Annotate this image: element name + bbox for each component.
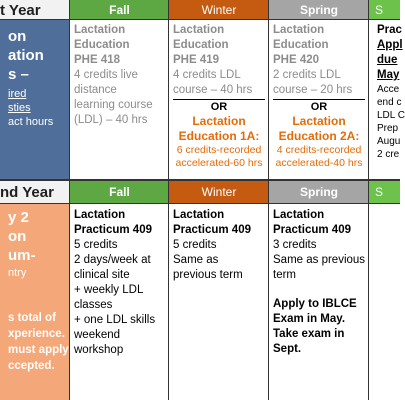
course-name-line: Lactation: [173, 209, 225, 221]
alt-course-detail: accelerated-60 hrs: [175, 157, 263, 169]
term-winter-label: Winter: [201, 185, 237, 199]
course-detail: 2 credits LDL: [273, 69, 341, 81]
course-name-line: Lactation: [273, 209, 325, 221]
year1-sub-line: act hours: [8, 116, 54, 128]
course-name-line: Lactation: [173, 24, 225, 36]
year1-sub-line: ired: [8, 88, 27, 100]
divider: [173, 99, 265, 100]
summer-line: Prac: [377, 24, 402, 36]
term-summer-label: S: [375, 3, 384, 17]
year2-term-winter: [169, 180, 269, 204]
grid-line: [0, 19, 400, 20]
year2-term-spring: [269, 180, 369, 204]
year2-note-line: must apply: [8, 344, 69, 356]
summer-line: Acce: [377, 84, 400, 95]
course-name-line: Lactation: [273, 24, 325, 36]
course-detail: 2 days/week at: [74, 254, 151, 266]
alt-course-detail: accelerated-40 hrs: [275, 157, 363, 169]
year1-term-winter: [169, 0, 269, 20]
course-detail: + weekly LDL: [74, 284, 144, 296]
course-detail: previous term: [173, 269, 243, 281]
course-detail: learning course: [74, 99, 153, 111]
year2-sub-line: ntry: [8, 267, 27, 279]
year2-spring-course: [269, 204, 369, 400]
course-detail: distance: [74, 84, 117, 96]
course-name-line: Lactation: [74, 209, 126, 221]
course-code: PHE 420: [273, 54, 320, 66]
course-detail: workshop: [74, 344, 124, 356]
course-name-line: Education: [273, 39, 329, 51]
course-code: Practicum 409: [273, 224, 351, 236]
year1-label-line: ation: [8, 47, 44, 64]
course-detail: weekend: [74, 329, 121, 341]
iblce-note: Sept.: [273, 343, 302, 355]
year2-term-fall: [70, 180, 169, 204]
summer-line: Prep: [377, 123, 399, 134]
course-name-line: Education: [173, 39, 229, 51]
year1-summer-course: [369, 20, 405, 180]
year1-sub-line: sties: [8, 102, 31, 114]
summer-line: 2 cre: [377, 149, 400, 160]
year1-label-line: s –: [8, 66, 29, 83]
course-code: Practicum 409: [74, 224, 152, 236]
alt-course-detail: 6 credits-recorded: [176, 144, 262, 156]
summer-line: end c: [377, 97, 402, 108]
course-code: PHE 418: [74, 54, 121, 66]
year1-term-spring: [269, 0, 369, 20]
alt-course-detail: 4 credits-recorded: [276, 144, 362, 156]
term-spring-label: Spring: [300, 185, 338, 199]
grid-line: [368, 0, 369, 400]
summer-line: Appl: [377, 39, 403, 51]
course-detail: term: [273, 269, 296, 281]
course-detail: 5 credits: [74, 239, 118, 251]
year1-fall-course: [70, 20, 169, 180]
grid-line: [0, 203, 400, 204]
course-detail: course – 40 hrs: [173, 84, 253, 96]
course-detail: 5 credits: [173, 239, 217, 251]
summer-line: May: [377, 69, 400, 81]
year2-header: [0, 180, 70, 204]
course-code: Practicum 409: [173, 224, 251, 236]
course-detail: clinical site: [74, 269, 130, 281]
year2-fall-course: [70, 204, 169, 400]
term-spring-label: Spring: [300, 3, 338, 17]
term-summer-label: S: [375, 185, 384, 199]
year2-header-label: nd Year: [0, 184, 54, 201]
grid-line: [0, 179, 400, 181]
year2-summer-course: [369, 204, 400, 400]
grid-line: [168, 0, 169, 400]
course-detail: (LDL) – 40 hrs: [74, 114, 148, 126]
year1-header-label: t Year: [0, 2, 41, 19]
year2-label-line: um-: [8, 247, 36, 264]
course-detail: 4 credits LDL: [173, 69, 241, 81]
course-detail: Same as: [173, 254, 219, 266]
year1-spring-course: [269, 20, 369, 180]
year2-note-line: xperience.: [8, 328, 65, 340]
term-fall-label: Fall: [109, 3, 130, 17]
term-fall-label: Fall: [109, 185, 130, 199]
course-detail: Same as previous: [273, 254, 366, 266]
grid-line: [69, 0, 70, 400]
course-detail: 4 credits live: [74, 69, 138, 81]
year2-winter-course: [169, 204, 269, 400]
year2-note-line: ccepted.: [8, 360, 55, 372]
alt-course-title: Education 2A:: [278, 129, 360, 143]
term-winter-label: Winter: [201, 3, 237, 17]
course-name-line: Lactation: [74, 24, 126, 36]
course-detail: + one LDL skills: [74, 314, 156, 326]
year1-term-fall: [70, 0, 169, 20]
or-label: OR: [210, 101, 228, 113]
year2-term-summer: [369, 180, 400, 204]
grid-line: [268, 0, 269, 400]
iblce-note: Apply to IBLCE: [273, 298, 357, 310]
course-detail: classes: [74, 299, 113, 311]
year2-note-line: s total of: [8, 312, 56, 324]
alt-course-title: Lactation: [292, 114, 346, 128]
year1-label-cell: [0, 20, 70, 180]
year1-winter-course: [169, 20, 269, 180]
summer-line: due: [377, 54, 398, 66]
course-name-line: Education: [74, 39, 130, 51]
year1-label-line: on: [8, 28, 27, 45]
iblce-note: Take exam in: [273, 328, 345, 340]
course-code: PHE 419: [173, 54, 220, 66]
divider: [273, 99, 365, 100]
or-label: OR: [310, 101, 328, 113]
iblce-note: Exam in May.: [273, 313, 346, 325]
course-detail: course – 20 hrs: [273, 84, 353, 96]
year2-label-line: y 2: [8, 209, 29, 226]
summer-line: Augu: [377, 136, 401, 147]
year2-label-line: on: [8, 228, 27, 245]
year1-term-summer: [369, 0, 400, 20]
summer-line: LDL C: [377, 110, 405, 121]
course-detail: 3 credits: [273, 239, 317, 251]
alt-course-title: Education 1A:: [178, 129, 260, 143]
alt-course-title: Lactation: [192, 114, 246, 128]
year1-header: [0, 0, 70, 20]
year2-label-cell: [0, 204, 70, 400]
